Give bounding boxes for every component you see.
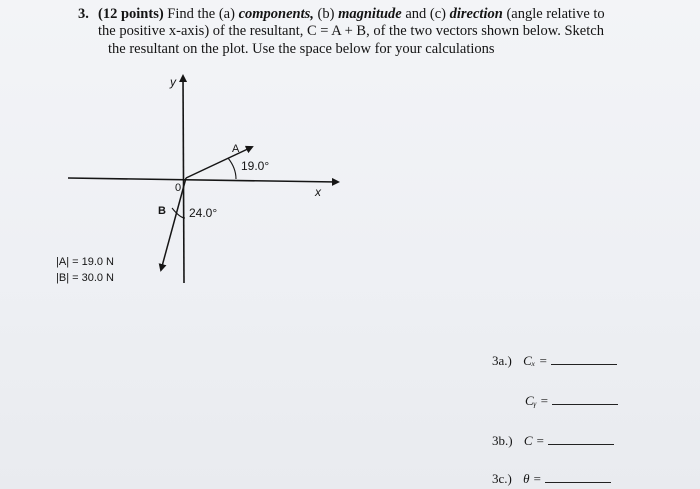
- answer-3b-label: 3b.): [492, 433, 513, 448]
- vector-a-label: A: [232, 143, 240, 155]
- magnitude-b: |B| = 30.0 N: [56, 272, 114, 284]
- answer-cx: 3a.) Cₓ =: [492, 352, 617, 369]
- magnitude-a: |A| = 19.0 N: [56, 256, 114, 268]
- cy-answer-blank[interactable]: [552, 392, 618, 405]
- answer-cy: Cᵧ =: [525, 392, 618, 409]
- y-axis-label: y: [170, 75, 176, 89]
- points: (12 points): [98, 6, 164, 22]
- answer-magnitude: 3b.) C =: [492, 432, 614, 449]
- theta-answer-blank[interactable]: [545, 470, 611, 483]
- answer-direction: 3c.) θ =: [492, 470, 611, 487]
- answer-3a-label: 3a.): [492, 353, 512, 368]
- cx-answer-blank[interactable]: [551, 352, 617, 365]
- problem-line-1: (12 points) Find the (a) components, (b) magnitude and (c) direction (angle relative to: [98, 6, 605, 22]
- problem-line-3: the resultant on the plot. Use the space below for your calculations: [108, 41, 495, 57]
- origin-label: 0: [175, 182, 182, 194]
- problem-line-2: the positive x-axis) of the resultant, C = A + B, of the two vectors shown below. Sketch: [98, 23, 604, 39]
- angle-b-label: 24.0°: [189, 206, 218, 220]
- c-answer-blank[interactable]: [548, 432, 614, 445]
- angle-a-label: 19.0°: [241, 159, 270, 173]
- vector-b-label: B: [158, 205, 166, 217]
- x-axis-label: x: [315, 185, 321, 199]
- problem-number: 3.: [78, 6, 89, 22]
- answer-3c-label: 3c.): [492, 471, 512, 486]
